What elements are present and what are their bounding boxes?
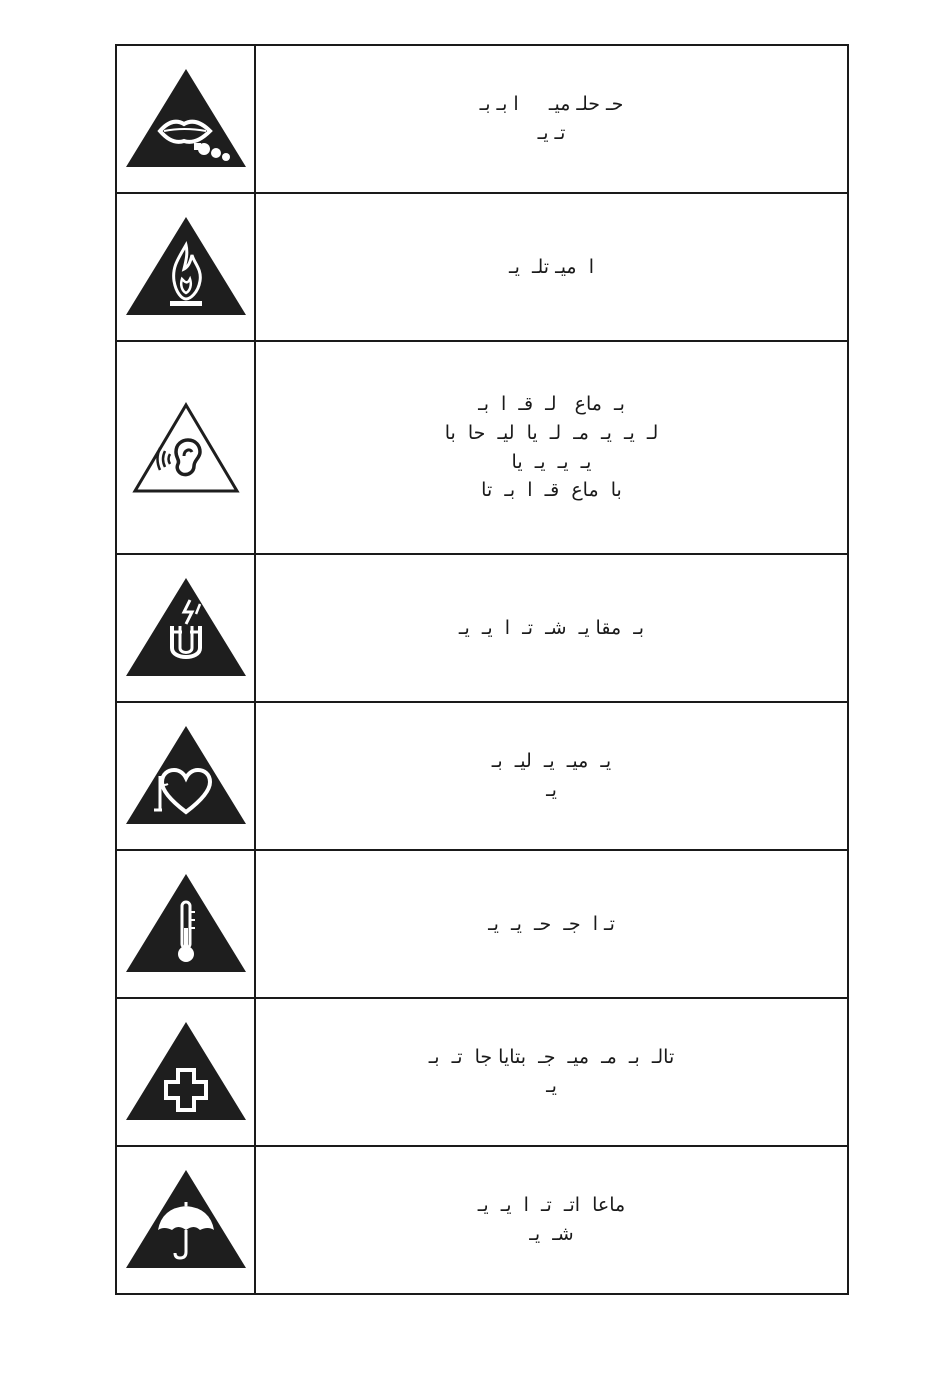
flammable-icon <box>124 215 248 319</box>
text-line: تالـ بـ مـ ميـ جـ بتايا جا تـ بـ <box>428 1046 675 1069</box>
text-line: ماعا اتـ تـ ا يـ يـ <box>477 1194 626 1217</box>
warning-text-flammable <box>255 193 848 341</box>
text-line: يـ ميـ يـ ليـ بـ <box>491 750 612 773</box>
icon-cell <box>116 1146 255 1294</box>
umbrella-icon <box>124 1168 248 1272</box>
warning-text-choking <box>255 45 848 193</box>
warning-text-temperature <box>255 850 848 998</box>
icon-cell <box>116 554 255 702</box>
warning-row-medical <box>116 998 848 1146</box>
warning-row-pacemaker <box>116 702 848 850</box>
warning-row-hearing <box>116 341 848 554</box>
warning-text-moisture <box>255 1146 848 1294</box>
icon-cell <box>116 45 255 193</box>
warning-row-flammable <box>116 193 848 341</box>
icon-cell <box>116 850 255 998</box>
icon-cell <box>116 702 255 850</box>
warning-text-medical <box>255 998 848 1146</box>
thermometer-icon <box>124 872 248 976</box>
warning-text-magnet <box>255 554 848 702</box>
warning-row-temperature <box>116 850 848 998</box>
text-line: ا ميـ تلـ يـ <box>509 255 594 278</box>
text-line: با ماع قـ ا بـ تا <box>481 479 622 502</box>
text-line: لـ يـ يـ مـ لـ يا ليـ حا با <box>444 421 659 444</box>
text-line: تـ يـ <box>537 122 566 144</box>
magnet-icon <box>124 576 248 680</box>
icon-cell <box>116 341 255 554</box>
warning-row-moisture <box>116 1146 848 1294</box>
text-line: بـ مقا يـ شـ تـ ا يـ يـ <box>458 616 645 639</box>
pacemaker-icon <box>124 724 248 828</box>
text-line: تـ ا جـ حـ يـ يـ <box>488 912 615 935</box>
text-line: يـ <box>546 1075 557 1097</box>
warning-row-choking <box>116 45 848 193</box>
warning-text-pacemaker <box>255 702 848 850</box>
choking-hazard-icon <box>124 67 248 171</box>
hearing-damage-icon <box>132 402 240 494</box>
icon-cell <box>116 998 255 1146</box>
text-line: شـ يـ <box>529 1223 574 1245</box>
safety-warnings-table <box>115 44 849 1295</box>
text-line: حـ حلـ ميـ ا بـ بـ <box>479 93 624 116</box>
icon-cell <box>116 193 255 341</box>
text-line: بـ ماع لـ قـ ا بـ <box>478 392 625 415</box>
warning-row-magnet <box>116 554 848 702</box>
text-line: يـ يـ يـ يا <box>511 450 592 473</box>
medical-cross-icon <box>124 1020 248 1124</box>
text-line: يـ <box>546 779 557 801</box>
warning-text-hearing <box>255 341 848 554</box>
